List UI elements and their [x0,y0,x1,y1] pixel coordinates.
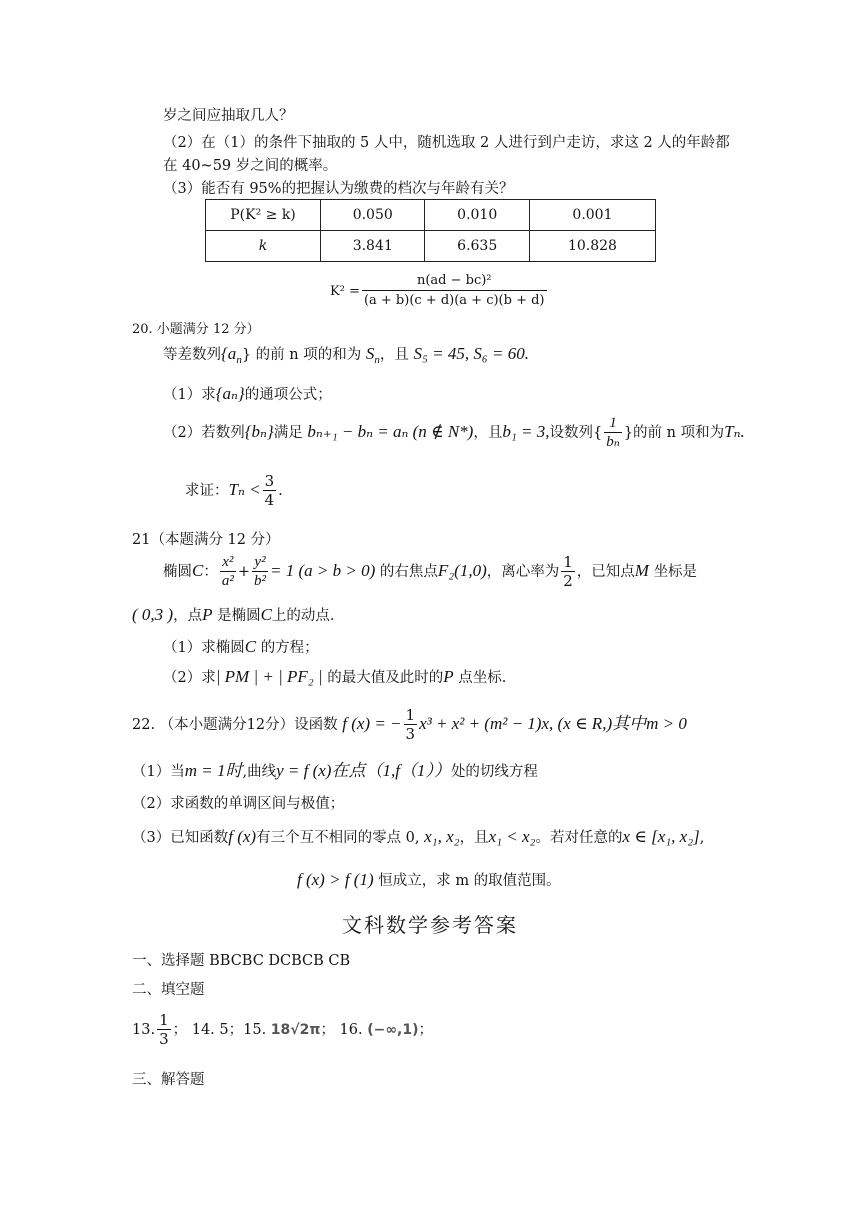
q20-seq: {a [221,344,237,363]
q20-text: . [278,483,283,499]
q19-part3: （3）能否有 95%的把握认为缴费的档次与年龄有关？ [163,181,514,197]
q19-continuation: 岁之间应抽取几人？ [163,108,294,124]
q21-var: C [244,637,257,656]
fraction-numerator: 1 [405,706,416,724]
q20-seq: {aₙ} [215,384,245,403]
q21-text: ，已知点 [576,564,635,580]
fraction-numerator: x² [220,553,236,572]
fraction-denominator: bₙ [606,434,620,450]
fraction-denominator: 3 [405,725,416,743]
q22-header [132,706,687,744]
q22-fx: f (x) = − [342,714,402,733]
table-row [206,231,656,262]
table-row [206,200,656,231]
fraction-numerator: y² [252,553,268,572]
answers-choice: 一、选择题 BBCBC DCBCB CB [132,953,351,969]
fraction-numerator: 1 [563,553,573,571]
q21-text: 的最大值及此时的 [327,670,444,686]
q21-text: 的右焦点 [379,564,438,580]
q20-text: 满足 [273,425,303,441]
chi-square-formula [330,272,549,310]
q21-text: （1）求椭圆 [163,640,245,656]
q21-var: C [260,605,272,624]
q21-text: （2）求 [163,670,216,686]
answer-sep: ； [172,1022,188,1038]
q20-prove [185,472,283,510]
q22-text: 22. （本小题满分12分）设函数 [132,717,338,733]
q20-T: Tₙ < [228,480,261,499]
q22-text: （1）当 [132,764,185,780]
q21-var: P [443,667,454,686]
q22-text: （3）已知函数 [132,830,229,846]
q20-text: 设数列 [549,425,593,441]
answers-solution-heading: 三、解答题 [132,1072,205,1088]
answer-15: 18√2π [270,1022,321,1038]
q22-fx-rest: x³ + x² + (m² − 1)x, (x ∈ R,)其中m > 0 [419,714,687,733]
q20-header: 20. 小题满分 12 分） [132,322,260,337]
q22-part1 [132,756,538,781]
q21-ellipse-line [163,553,697,591]
q21-text: 椭圆 [163,564,192,580]
q22-curve: y = f (x)在点（1, [276,761,396,780]
q21-text: ，离心率为 [486,564,560,580]
q20-T: Tₙ. [724,422,745,441]
q21-part2 [163,666,506,687]
answer-label: 14. 5；15. [191,1022,267,1038]
answer-label: 13. [132,1022,156,1038]
q22-part2: （2）求函数的单调区间与极值； [132,796,345,812]
q22-fx: f (x) [228,827,257,846]
q19-part2-line2: 在 40~59 岁之间的概率。 [163,158,338,174]
q21-coord: ( 0,3 ) [132,605,174,624]
table-cell: 0.050 [321,200,425,231]
q21-var: M [634,561,649,580]
q21-text: 是椭圆 [217,608,261,624]
q19-part2-line1: （2）在（1）的条件下抽取的 5 人中，随机选取 2 人进行到户走访，求这 2 人的年龄都 [163,135,730,151]
q20-seq: {bₙ} [244,422,274,441]
fraction-numerator: 1 [604,414,622,433]
q22-part3-line2 [297,869,561,890]
q21-line2 [132,604,335,625]
q20-statement: 等差数列$\{a_n\}$ 的前 n 项的和为 $S_n$，且 S₅ = 45, S₆ = 60. [163,344,529,366]
table-cell: k [206,231,321,262]
critical-value-table [205,199,656,262]
q20-text: ，且 [379,347,409,363]
q22-zeros: x₁, x₂ [424,827,460,846]
table-cell: P(K² ≥ k) [206,200,321,231]
fraction-denominator: a² [221,573,234,589]
answers-fill [132,1011,433,1049]
q21-focus: F₂(1,0) [437,561,487,580]
q22-text: , [699,830,705,846]
fraction-denominator: 3 [159,1030,169,1048]
q20-text: （1）求 [163,387,216,403]
q21-var: C [192,561,204,580]
q22-text: ,曲线 [242,764,277,780]
answers-title: 文科数学参考答案 [342,913,518,937]
q22-text: 处的切线方程 [450,764,538,780]
fraction-numerator: 1 [159,1011,169,1029]
fraction-denominator: 2 [563,572,573,590]
q21-text: ，点 [173,608,203,624]
formula-numerator: n(ad − bc)² [362,272,547,291]
answer-16: (−∞,1) [367,1022,419,1038]
q20-text: 等差数列 [163,347,221,363]
q20-text: 的通项公式； [244,387,332,403]
q20-text: } 的前 n 项的和为 [241,347,362,363]
q20-text: ，且 [473,425,503,441]
q20-condition: S₅ = 45, S₆ = 60. [413,344,529,363]
fraction-numerator: 3 [264,472,275,490]
q20-part1 [163,383,332,404]
fraction-denominator: 4 [264,491,275,509]
q21-text: 坐标是 [653,564,698,580]
answers-fill-heading: 二、填空题 [132,982,205,998]
q21-text: ： [203,564,218,580]
table-cell: 0.001 [529,200,655,231]
table-cell: 0.010 [425,200,529,231]
q21-text: 的方程； [260,640,319,656]
q22-m: m = 1时 [184,761,243,780]
q20-part2: （2）若数列{bₙ}满足 bₙ₊₁ − bₙ = aₙ (n ∉ N*)，且b₁ = 3,设数列{ $\frac{1}{\text{bₙ}}$ }的前 n 项和为Tₙ. [163,415,745,450]
answer-label: 16. [339,1022,363,1038]
q20-text: 的前 n 项和为 [633,425,725,441]
answer-sep: ； [320,1022,335,1038]
q21-text: 点坐标. [458,670,507,686]
fraction-denominator: b² [254,573,266,589]
q20-recurrence: bₙ₊₁ − bₙ = aₙ (n ∉ N*) [307,422,474,441]
table-cell: 10.828 [529,231,655,262]
q22-text: 有三个互不相同的零点 0, [256,830,420,846]
q21-var: P [202,605,213,624]
q20-text: 求证： [185,483,229,499]
q22-text: 。若对任意的 [535,830,623,846]
q22-point: f（1）） [395,761,451,780]
q21-expr: | PM | + | PF₂ | [215,667,323,686]
q22-text: ，且 [459,830,489,846]
q22-text: 恒成立，求 m 的取值范围。 [378,873,561,889]
q22-interval: x ∈ [x₁, x₂] [622,827,700,846]
formula-lhs: K² = [330,283,360,299]
q21-eq: = 1 (a > b > 0) [270,561,376,580]
q21-header: 21（本题满分 12 分） [132,532,280,548]
formula-denominator: (a + b)(c + d)(a + c)(b + d) [363,293,545,308]
q20-initial: b₁ = 3, [502,422,550,441]
q20-text: （2）若数列 [163,425,245,441]
q21-text: + [237,564,250,580]
q21-part1 [163,636,319,657]
q21-text: 上的动点. [271,608,335,624]
table-cell: 3.841 [321,231,425,262]
answer-sep: ； [418,1022,433,1038]
q22-inequality: f (x) > f (1) [297,870,374,889]
q22-part3 [132,826,704,847]
table-cell: 6.635 [425,231,529,262]
q22-order: x₁ < x₂ [488,827,536,846]
